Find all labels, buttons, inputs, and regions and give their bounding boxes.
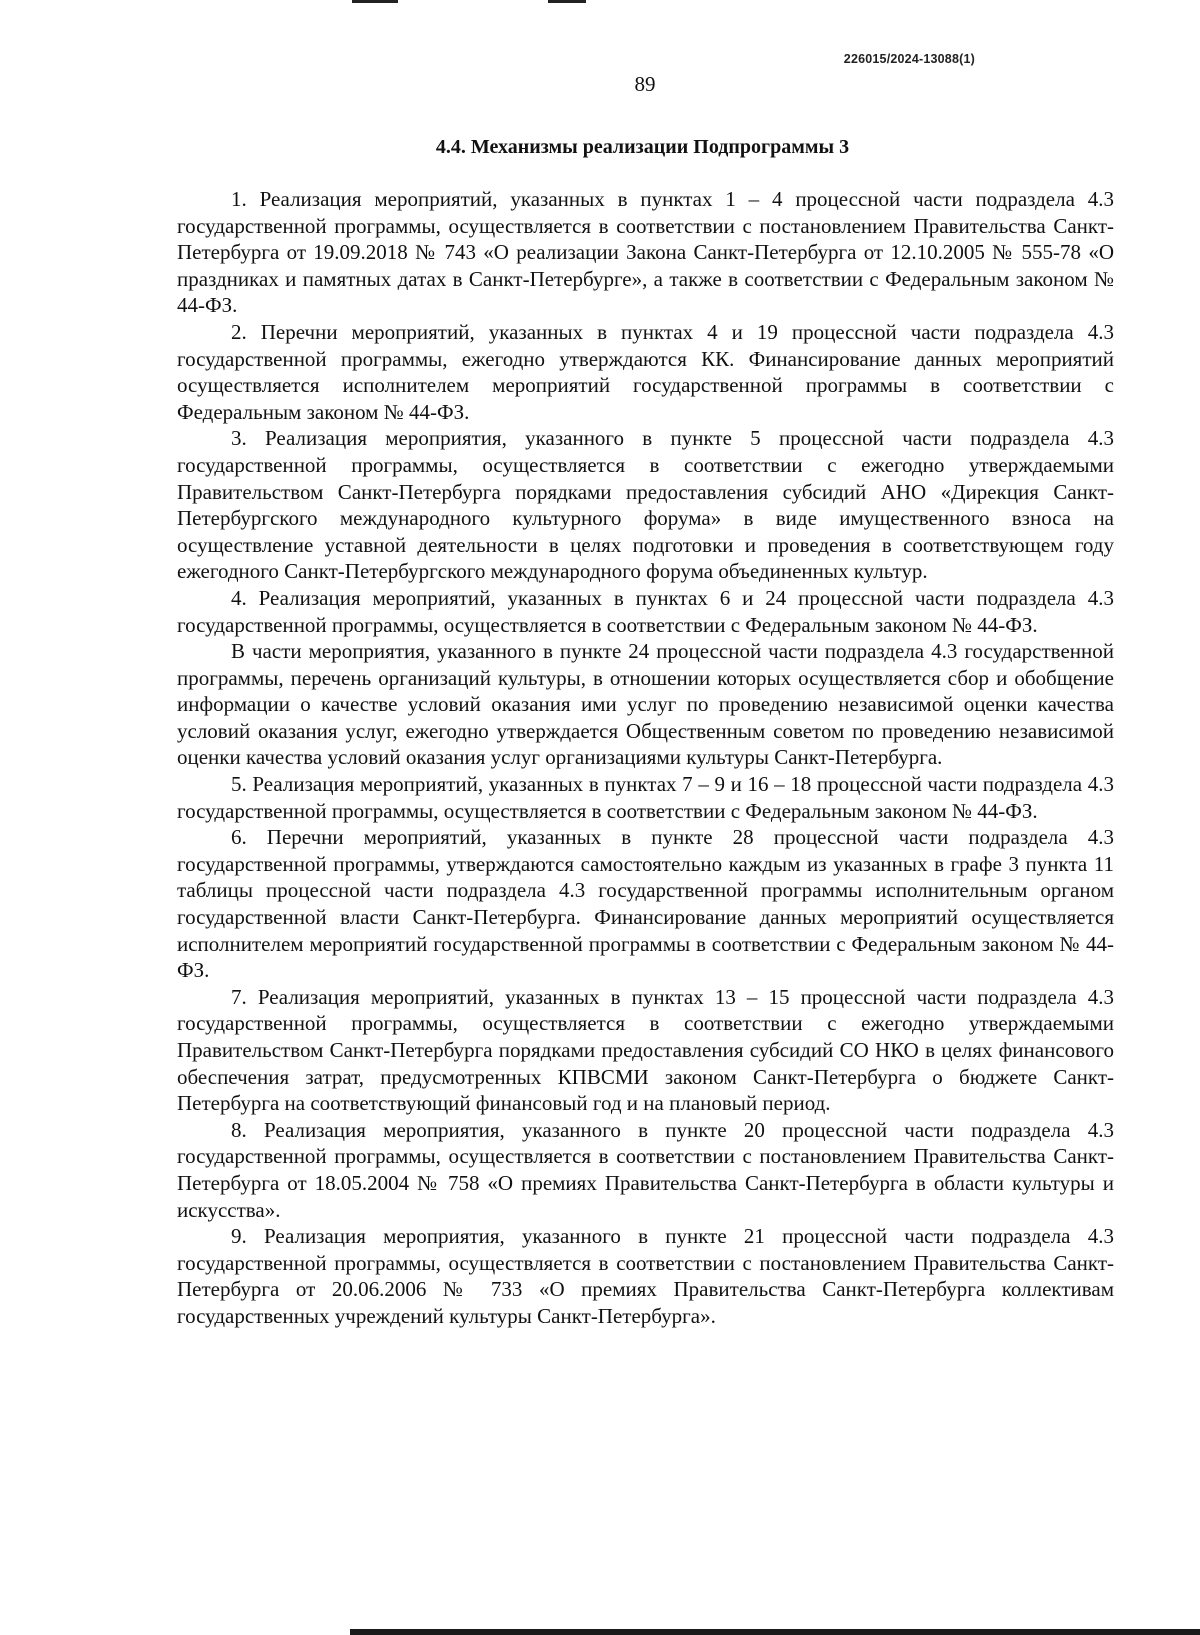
section-title: 4.4. Механизмы реализации Подпрограммы 3 xyxy=(435,136,850,158)
paragraph-4: 4. Реализация мероприятий, указанных в пунктах 6 и 24 процессной части подраздела 4.3 государственной программы, осуществляется в соответствии с Федеральным законом № 44-ФЗ. xyxy=(177,585,1114,637)
paragraph-2: 2. Перечни мероприятий, указанных в пунктах 4 и 19 процессной части подраздела 4.3 государственной программы, ежегодно утверждаются КК. Финансирование данных мероприятий осуществляется исполнителем мероприятий государственной программы в соответствии с Федеральным законом № 44-ФЗ. xyxy=(177,319,1114,424)
top-scan-mark xyxy=(352,0,398,3)
paragraph-8: 8. Реализация мероприятия, указанного в пункте 20 процессной части подраздела 4.3 государственной программы, осуществляется в соответствии с постановлением Правительства Санкт-Петербурга от 18.05.2004 № 758 «О премиях Правительства Санкт-Петербурга в области культуры и искусства». xyxy=(177,1117,1114,1222)
document-id: 226015/2024-13088(1) xyxy=(843,52,975,66)
paragraph-4-continuation: В части мероприятия, указанного в пункте 24 процессной части подраздела 4.3 государственной программы, перечень организаций культуры, в отношении которых осуществляется сбор и обобщение информации о качестве условий оказания ими услуг по проведению независимой оценки качества условий оказания услуг, ежегодно утверждается Общественным советом по проведению независимой оценки качества условий оказания услуг организациями культуры Санкт-Петербурга. xyxy=(177,639,1114,770)
document-body xyxy=(177,186,1114,1330)
paragraph-5: 5. Реализация мероприятий, указанных в пунктах 7 – 9 и 16 – 18 процессной части подраздела 4.3 государственной программы, осуществляется в соответствии с Федеральным законом № 44-ФЗ. xyxy=(177,772,1114,823)
paragraph-7: 7. Реализация мероприятий, указанных в пунктах 13 – 15 процессной части подраздела 4.3 государственной программы, осуществляется в соответствии с ежегодно утверждаемыми Правительством Санкт-Петербурга порядками предоставления субсидий СО НКО в целях финансового обеспечения затрат, предусмотренных КПВСМИ законом Санкт-Петербурга о бюджете Санкт-Петербурга на соответствующий финансовый год и на плановый период. xyxy=(177,984,1114,1116)
paragraph-3: 3. Реализация мероприятия, указанного в пункте 5 процессной части подраздела 4.3 государственной программы, осуществляется в соответствии с ежегодно утверждаемыми Правительством Санкт-Петербурга порядками предоставления субсидий АНО «Дирекция Санкт-Петербургского международного культурного форума» в виде имущественного взноса на осуществление уставной деятельности в целях подготовки и проведения в соответствующем году ежегодного Санкт-Петербургского международного форума объединенных культур. xyxy=(177,426,1114,584)
paragraph-1: 1. Реализация мероприятий, указанных в пунктах 1 – 4 процессной части подраздела 4.3 государственной программы, осуществляется в соответствии с постановлением Правительства Санкт-Петербурга от 19.09.2018 № 743 «О реализации Закона Санкт-Петербурга от 12.10.2005 № 555-78 «О праздниках и памятных датах в Санкт-Петербурге», а также в соответствии с Федеральным законом № 44-ФЗ. xyxy=(177,187,1114,318)
top-scan-mark xyxy=(548,0,586,3)
bottom-scan-border xyxy=(350,1629,1200,1635)
paragraph-6: 6. Перечни мероприятий, указанных в пункте 28 процессной части подраздела 4.3 государственной программы, утверждаются самостоятельно каждым из указанных в графе 3 пункта 11 таблицы процессной части подраздела 4.3 государственной программы исполнительным органом государственной власти Санкт-Петербурга. Финансирование данных мероприятий осуществляется исполнителем мероприятий государственной программы в соответствии с Федеральным законом № 44-ФЗ. xyxy=(177,825,1114,983)
page-number: 89 xyxy=(634,72,656,96)
paragraph-9: 9. Реализация мероприятия, указанного в пункте 21 процессной части подраздела 4.3 государственной программы, осуществляется в соответствии с постановлением Правительства Санкт-Петербурга от 20.06.2006 № 733 «О премиях Правительства Санкт-Петербурга коллективам государственных учреждений культуры Санкт-Петербурга». xyxy=(177,1224,1114,1328)
